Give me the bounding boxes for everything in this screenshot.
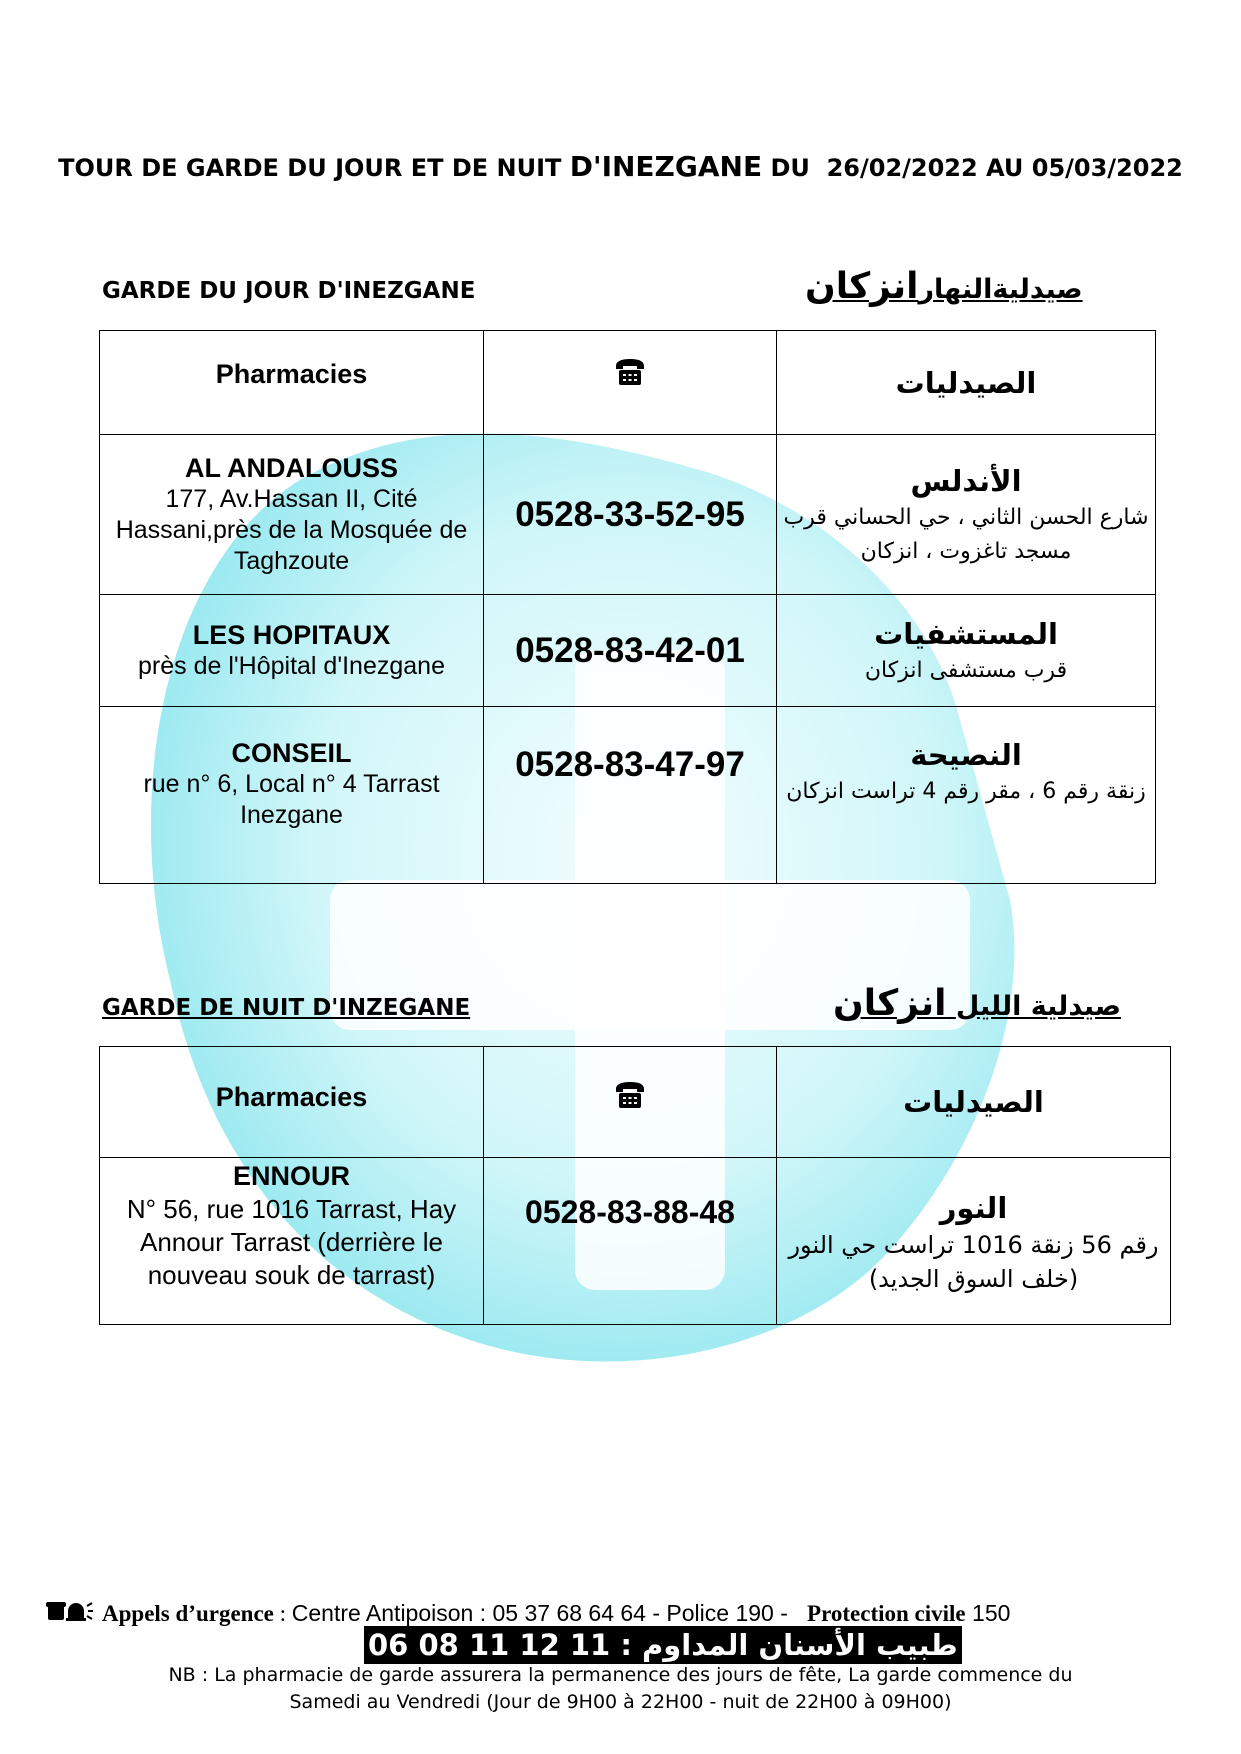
- title-city: D'INEZGANE: [569, 150, 763, 183]
- pharmacy-address-fr: près de l'Hôpital d'Inezgane: [138, 652, 445, 680]
- appels-colon: :: [273, 1601, 292, 1626]
- emergency-calls-line: [46, 1600, 1010, 1629]
- day-pharmacy-table: [99, 330, 1156, 884]
- pharmacy-phone-cell: [484, 707, 777, 884]
- header-phone: [484, 331, 777, 435]
- nb-note-line-1: NB : La pharmacie de garde assurera la permanence des jours de fête, La garde commence du: [168, 1664, 1073, 1686]
- pharmacy-phone: 0528-33-52-95: [515, 494, 745, 534]
- night-section-label-fr: GARDE DE NUIT D'INZEGANE: [102, 995, 471, 1021]
- pharmacy-name-ar: المستشفيات: [874, 616, 1058, 651]
- header-pharmacies-ar: [777, 331, 1156, 435]
- pharmacy-name-fr: LES HOPITAUX: [192, 620, 391, 650]
- header-phone: [484, 1047, 777, 1158]
- pharmacy-address-ar: شارع الحسن الثاني ، حي الحساني قرب مسجد تاغزوت ، انزكان: [783, 504, 1149, 564]
- header-pharmacies-ar-text: الصيدليات: [895, 365, 1037, 400]
- title-dates: 26/02/2022 AU 05/03/2022: [826, 154, 1183, 182]
- pharmacy-phone: 0528-83-88-48: [525, 1194, 735, 1230]
- pharmacy-name-fr: ENNOUR: [232, 1161, 350, 1191]
- pharmacy-address-fr: 177, Av.Hassan II, Cité Hassani,près de la Mosquée de Taghzoute: [115, 485, 468, 575]
- table-row: [100, 435, 1156, 595]
- day-label-ar-city: انزكان: [805, 266, 919, 307]
- header-pharmacies-ar: [777, 1047, 1171, 1158]
- pharmacy-name-fr: CONSEIL: [231, 738, 352, 768]
- table-row: [100, 1158, 1171, 1325]
- pharmacy-phone: 0528-83-42-01: [515, 630, 745, 670]
- header-pharmacies-ar-text: الصيدليات: [903, 1085, 1044, 1119]
- night-label-ar-city: انزكان: [833, 983, 947, 1024]
- table-header-row: [100, 1047, 1171, 1158]
- pharmacy-phone-cell: [484, 595, 777, 707]
- pharmacy-cell-fr: [100, 1158, 484, 1325]
- pharmacy-name-ar: الأندلس: [910, 463, 1022, 498]
- pharmacy-phone: 0528-83-47-97: [515, 745, 745, 784]
- pharmacy-address-ar: رقم 56 زنقة 1016 تراست حي النور (خلف السوق الجديد): [788, 1231, 1159, 1293]
- pharmacy-address-fr: N° 56, rue 1016 Tarrast, Hay Annour Tarrast (derrière le nouveau souk de tarrast): [126, 1194, 457, 1290]
- table-header-row: [100, 331, 1156, 435]
- pharmacy-phone-cell: [484, 1158, 777, 1325]
- pharmacy-phone-cell: [484, 435, 777, 595]
- protection-civile-label: Protection civile: [807, 1601, 966, 1626]
- night-pharmacy-table: [99, 1046, 1171, 1325]
- day-section-label-ar: [805, 266, 1083, 307]
- pharmacy-cell-ar: [777, 595, 1156, 707]
- pharmacy-name-ar: النور: [939, 1191, 1008, 1225]
- pharmacy-cell-fr: [100, 435, 484, 595]
- telephone-icon: [614, 1080, 646, 1115]
- header-pharmacies-fr-text: Pharmacies: [215, 359, 368, 389]
- antipoison-police-numbers: Centre Antipoison : 05 37 68 64 64 - Police 190 -: [291, 1600, 788, 1626]
- pharmacy-name-ar: النصيحة: [910, 738, 1022, 772]
- phone-siren-icon: [46, 1601, 94, 1629]
- day-label-ar-word: صيدليةالنهار: [918, 274, 1083, 305]
- appels-label: Appels d’urgence: [102, 1601, 274, 1626]
- pharmacy-address-ar: زنقة رقم 6 ، مقر رقم 4 تراست انزكان: [786, 779, 1146, 804]
- pharmacy-cell-ar: [777, 707, 1156, 884]
- header-pharmacies-fr-text: Pharmacies: [215, 1081, 368, 1112]
- night-label-ar-word: صيدلية الليل: [955, 991, 1122, 1022]
- day-section-label-fr: GARDE DU JOUR D'INEZGANE: [102, 278, 476, 304]
- pharmacy-cell-fr: [100, 707, 484, 884]
- title-du: DU: [770, 154, 810, 182]
- nb-note-line-2: Samedi au Vendredi (Jour de 9H00 à 22H00 - nuit de 22H00 à 09H00): [289, 1691, 952, 1713]
- pharmacy-address-ar: قرب مستشفى انزكان: [864, 657, 1068, 683]
- pharmacy-address-fr: rue n° 6, Local n° 4 Tarrast Inezgane: [143, 770, 440, 829]
- telephone-icon: [614, 357, 646, 392]
- night-section-label-ar: [833, 983, 1121, 1024]
- dentist-on-call-banner: طبيب الأسنان المداوم : 11 12 11 08 06: [364, 1626, 962, 1664]
- header-pharmacies-fr: [100, 1047, 484, 1158]
- pharmacy-cell-fr: [100, 595, 484, 707]
- pharmacy-cell-ar: [777, 435, 1156, 595]
- page-title: [0, 150, 1241, 183]
- pharmacy-cell-ar: [777, 1158, 1171, 1325]
- protection-civile-number: 150: [972, 1600, 1011, 1626]
- title-prefix: TOUR DE GARDE DU JOUR ET DE NUIT: [58, 154, 562, 182]
- header-pharmacies-fr: [100, 331, 484, 435]
- pharmacy-name-fr: AL ANDALOUSS: [184, 453, 398, 483]
- table-row: [100, 595, 1156, 707]
- table-row: [100, 707, 1156, 884]
